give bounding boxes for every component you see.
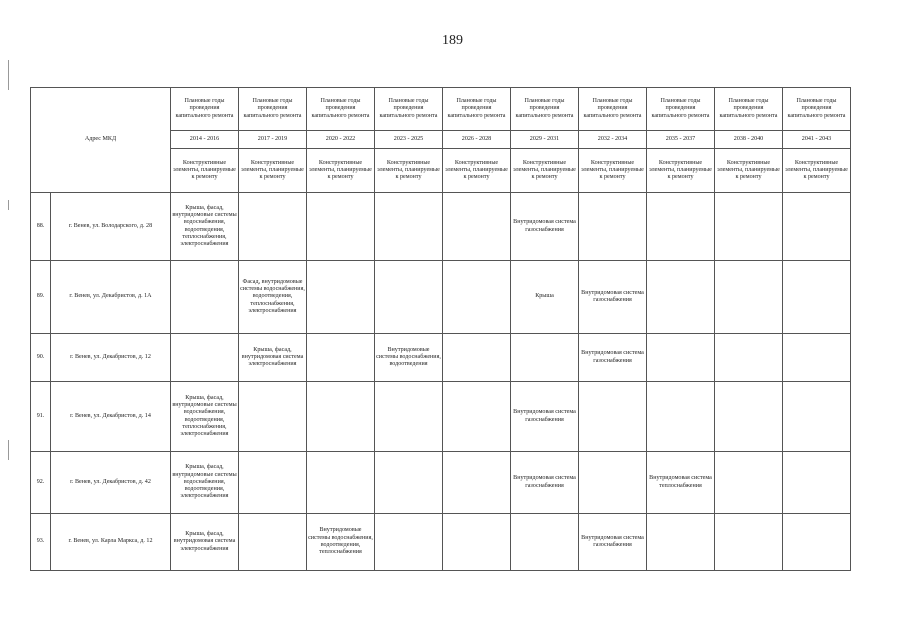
row-number: 93. bbox=[31, 514, 51, 571]
repair-elements-cell bbox=[443, 261, 511, 334]
repair-elements-cell bbox=[715, 193, 783, 261]
repair-elements-cell bbox=[375, 514, 443, 571]
repair-elements-cell bbox=[239, 382, 307, 452]
repair-elements-cell bbox=[239, 514, 307, 571]
repair-elements-cell bbox=[647, 334, 715, 382]
planned-years-header: Плановые годы проведения капитального ремонта bbox=[647, 88, 715, 131]
table-row bbox=[31, 261, 851, 334]
elements-header: Конструктивные элементы, планируемые к ремонту bbox=[443, 149, 511, 193]
repair-elements-cell bbox=[375, 193, 443, 261]
repair-elements-cell bbox=[171, 334, 239, 382]
table-row bbox=[31, 514, 851, 571]
page-number: 189 bbox=[442, 33, 463, 48]
period-header: 2038 - 2040 bbox=[715, 131, 783, 149]
repair-elements-cell bbox=[715, 452, 783, 514]
repair-elements-cell: Крыша, фасад, внутридомовая система электроснабжения bbox=[171, 514, 239, 571]
repair-elements-cell: Внутридомовые системы водоснабжения, водоотведения, теплоснабжения bbox=[307, 514, 375, 571]
repair-elements-cell bbox=[783, 514, 851, 571]
repair-elements-cell bbox=[171, 261, 239, 334]
margin-mark bbox=[8, 200, 9, 210]
row-number: 88. bbox=[31, 193, 51, 261]
repair-elements-cell bbox=[443, 382, 511, 452]
elements-header: Конструктивные элементы, планируемые к ремонту bbox=[783, 149, 851, 193]
planned-years-header: Плановые годы проведения капитального ремонта bbox=[171, 88, 239, 131]
repair-elements-cell: Внутридомовая система газоснабжения bbox=[579, 334, 647, 382]
address-column-header: Адрес МКД bbox=[31, 88, 171, 193]
repair-elements-cell: Внутридомовая система газоснабжения bbox=[511, 193, 579, 261]
planned-years-header: Плановые годы проведения капитального ремонта bbox=[715, 88, 783, 131]
repair-elements-cell: Внутридомовая система газоснабжения bbox=[511, 382, 579, 452]
period-header: 2026 - 2028 bbox=[443, 131, 511, 149]
repair-elements-cell: Внутридомовая система газоснабжения bbox=[579, 261, 647, 334]
repair-elements-cell bbox=[715, 261, 783, 334]
table-row bbox=[31, 193, 851, 261]
period-header: 2029 - 2031 bbox=[511, 131, 579, 149]
planned-years-header: Плановые годы проведения капитального ремонта bbox=[239, 88, 307, 131]
repair-elements-cell bbox=[579, 193, 647, 261]
repair-elements-cell bbox=[715, 334, 783, 382]
repair-elements-cell bbox=[783, 334, 851, 382]
elements-header: Конструктивные элементы, планируемые к ремонту bbox=[579, 149, 647, 193]
repair-elements-cell: Внутридомовая система газоснабжения bbox=[511, 452, 579, 514]
table-row bbox=[31, 382, 851, 452]
row-number: 89. bbox=[31, 261, 51, 334]
planned-years-header: Плановые годы проведения капитального ремонта bbox=[307, 88, 375, 131]
row-number: 92. bbox=[31, 452, 51, 514]
period-header: 2035 - 2037 bbox=[647, 131, 715, 149]
repair-elements-cell bbox=[579, 452, 647, 514]
elements-header: Конструктивные элементы, планируемые к ремонту bbox=[647, 149, 715, 193]
planned-years-header: Плановые годы проведения капитального ремонта bbox=[511, 88, 579, 131]
elements-header: Конструктивные элементы, планируемые к ремонту bbox=[375, 149, 443, 193]
period-header: 2020 - 2022 bbox=[307, 131, 375, 149]
repair-elements-cell: Фасад, внутридомовые системы водоснабжения, водоотведения, теплоснабжения, электроснабжения bbox=[239, 261, 307, 334]
repair-elements-cell: Крыша, фасад, внутридомовые системы водоснабжения, водоотведения, теплоснабжения, электроснабжения bbox=[171, 193, 239, 261]
repair-elements-cell bbox=[647, 514, 715, 571]
repair-elements-cell: Внутридомовая система газоснабжения bbox=[579, 514, 647, 571]
building-address: г. Венев, ул. Карла Маркса, д. 12 bbox=[51, 514, 171, 571]
building-address: г. Венев, ул. Декабристов, д. 14 bbox=[51, 382, 171, 452]
repair-elements-cell bbox=[783, 452, 851, 514]
repair-elements-cell bbox=[715, 382, 783, 452]
repair-elements-cell bbox=[511, 334, 579, 382]
period-header: 2017 - 2019 bbox=[239, 131, 307, 149]
margin-mark bbox=[8, 60, 9, 90]
repair-elements-cell bbox=[307, 452, 375, 514]
elements-header: Конструктивные элементы, планируемые к ремонту bbox=[511, 149, 579, 193]
elements-header: Конструктивные элементы, планируемые к ремонту bbox=[307, 149, 375, 193]
repair-elements-cell bbox=[443, 334, 511, 382]
building-address: г. Венев, ул. Декабристов, д. 42 bbox=[51, 452, 171, 514]
period-header: 2023 - 2025 bbox=[375, 131, 443, 149]
planned-years-header: Плановые годы проведения капитального ремонта bbox=[443, 88, 511, 131]
period-header: 2041 - 2043 bbox=[783, 131, 851, 149]
repair-elements-cell bbox=[647, 193, 715, 261]
repair-elements-cell bbox=[579, 382, 647, 452]
repair-elements-cell: Крыша, фасад, внутридомовая система электроснабжения bbox=[239, 334, 307, 382]
repair-elements-cell bbox=[239, 452, 307, 514]
repair-elements-cell bbox=[647, 382, 715, 452]
table-row bbox=[31, 452, 851, 514]
row-number: 91. bbox=[31, 382, 51, 452]
row-number: 90. bbox=[31, 334, 51, 382]
repair-elements-cell bbox=[375, 382, 443, 452]
repair-elements-cell bbox=[375, 452, 443, 514]
planned-years-header: Плановые годы проведения капитального ремонта bbox=[375, 88, 443, 131]
repair-elements-cell bbox=[375, 261, 443, 334]
period-header: 2014 - 2016 bbox=[171, 131, 239, 149]
building-address: г. Венев, ул. Володарского, д. 28 bbox=[51, 193, 171, 261]
repair-elements-cell bbox=[239, 193, 307, 261]
building-address: г. Венев, ул. Декабристов, д. 12 bbox=[51, 334, 171, 382]
elements-header: Конструктивные элементы, планируемые к ремонту bbox=[239, 149, 307, 193]
repair-elements-cell bbox=[443, 193, 511, 261]
repair-elements-cell bbox=[783, 261, 851, 334]
repair-elements-cell: Крыша, фасад, внутридомовые системы водоснабжения, водоотведения, теплоснабжения, электроснабжения bbox=[171, 382, 239, 452]
elements-header: Конструктивные элементы, планируемые к ремонту bbox=[171, 149, 239, 193]
repair-schedule-table bbox=[30, 87, 851, 571]
repair-elements-cell bbox=[307, 193, 375, 261]
planned-years-header: Плановые годы проведения капитального ремонта bbox=[783, 88, 851, 131]
repair-elements-cell: Внутридомовая система теплоснабжения bbox=[647, 452, 715, 514]
planned-years-header: Плановые годы проведения капитального ремонта bbox=[579, 88, 647, 131]
repair-elements-cell: Крыша, фасад, внутридомовые системы водоснабжения, водоотведения, электроснабжения bbox=[171, 452, 239, 514]
repair-elements-cell bbox=[443, 452, 511, 514]
table-row bbox=[31, 334, 851, 382]
period-header: 2032 - 2034 bbox=[579, 131, 647, 149]
elements-header: Конструктивные элементы, планируемые к ремонту bbox=[715, 149, 783, 193]
repair-elements-cell: Внутридомовые системы водоснабжения, водоотведения bbox=[375, 334, 443, 382]
repair-elements-cell bbox=[715, 514, 783, 571]
repair-elements-cell: Крыша bbox=[511, 261, 579, 334]
repair-elements-cell bbox=[307, 382, 375, 452]
repair-elements-cell bbox=[783, 382, 851, 452]
building-address: г. Венев, ул. Декабристов, д. 1А bbox=[51, 261, 171, 334]
margin-mark bbox=[8, 440, 9, 460]
repair-elements-cell bbox=[443, 514, 511, 571]
repair-elements-cell bbox=[647, 261, 715, 334]
repair-elements-cell bbox=[511, 514, 579, 571]
repair-elements-cell bbox=[783, 193, 851, 261]
repair-elements-cell bbox=[307, 334, 375, 382]
repair-elements-cell bbox=[307, 261, 375, 334]
